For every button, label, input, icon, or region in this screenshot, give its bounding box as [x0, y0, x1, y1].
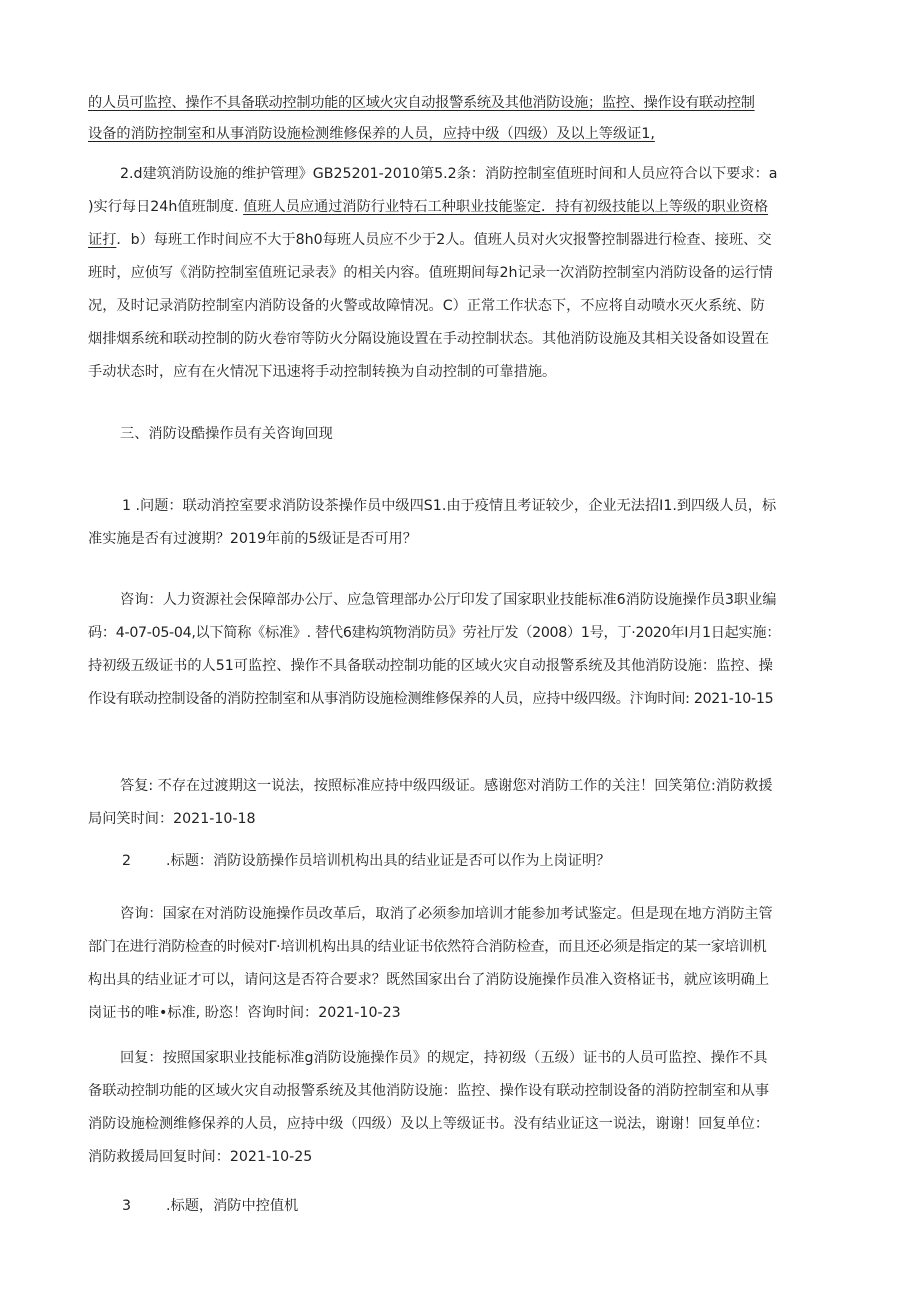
standard-line-1: 2.d建筑消防设施的维护管理》GB25201-2010第5.2条：消防控制室值班时间和人员应符合以下要求：a — [120, 166, 778, 182]
q2-reply-line-3: 消防设施检测维修保养的人员，应持中级（四级）及以上等级证书。没有结业证这一说法，谢谢！回复单位： — [88, 1116, 770, 1132]
continuation-paragraph — [88, 93, 836, 144]
standard-line-3-underlined: 证打 — [88, 232, 117, 248]
q1-reply — [88, 776, 836, 829]
q1-question-line-2: 准实施是否有过渡期？2019年前的5级证是否可用？ — [88, 531, 417, 547]
q1-reply-line-2: 局问笑时间：2021-10-18 — [88, 811, 256, 827]
q3-title — [88, 1196, 836, 1216]
q2-reply-line-2: 备联动控制功能的区域火灾自动报警系统及其他消防设施：监控、操作设有联动控制设备的消防控制室和从事 — [88, 1083, 770, 1099]
q1-question-line-1: 1 .问题：联动消控室要求消防设茶操作员中级四S1.由于疫情且考证较少，企业无法招I1.到四级人员，标 — [122, 498, 777, 514]
q1-consultation — [88, 590, 836, 709]
standard-line-4: 班时，应侦写《消防控制室值班记录表》的相关内容。值班期间每2h记录一次消防控制室内消防设备的运行情 — [88, 265, 773, 281]
q1-consult-line-2: 码：4-07-05-04,以下简称《标准》. 替代6建构筑物消防员》劳社厅发（2008）1号，丁·2020年Ⅰ月1日起实施： — [88, 625, 781, 641]
q2-reply — [88, 1048, 836, 1167]
q1-consult-line-4: 作设有联动控制设备的消防控制室和从事消防设施检测维修保养的人员，应持中级四级。汴询时间: 2021-10-15 — [88, 691, 774, 707]
standard-line-3 — [88, 230, 836, 250]
q3-number: 3 — [122, 1198, 132, 1214]
standard-line-3-text: ．b）每班工作时间应不大于8h0每班人员应不少于2人。值班人员对火灾报警控制器进行检查、接班、交 — [116, 232, 772, 248]
q1-reply-line-1: 答复: 不存在过渡期这一说法，按照标准应持中级四级证。感谢您对消防工作的关注！回笑第位:消防救援 — [120, 778, 773, 794]
q2-title-line — [88, 851, 836, 871]
section-heading-text: 三、消防设酷操作员有关咨询回现 — [120, 426, 333, 442]
q2-title — [88, 851, 836, 871]
section-heading — [88, 424, 836, 444]
q2-reply-line-1: 回复：按照国家职业技能标准g消防设施操作员》的规定，持初级（五级）证书的人员可监控、操作不具 — [120, 1050, 768, 1066]
standard-line-2 — [88, 197, 836, 217]
continuation-line-1: 的人员可监控、操作不具备联动控制功能的区域火灾自动报警系统及其他消防设施；监控、操作设有联动控制 — [88, 95, 755, 111]
q2-consult-line-3: 构出具的结业证才可以，请问这是否符合要求？既然国家出台了消防设施操作员准入资格证书，就应该明确上 — [88, 972, 770, 988]
standard-line-2-underlined: 值班人员应通过消防行业特石工种职业技能鉴定．持有初级技能以上等级的职业资格 — [243, 199, 769, 215]
standard-line-5: 况，及时记录消防控制室内消防设备的火警或故障情况。C）正常工作状态下，不应将自动喷水灭火系统、防 — [88, 298, 765, 314]
q2-reply-line-4: 消防救援局回复时间：2021-10-25 — [88, 1149, 313, 1165]
q1-consult-line-3: 持初级五级证书的人51可监控、操作不具备联动控制功能的区域火灾自动报警系统及其他消防设施：监控、操 — [88, 658, 773, 674]
q2-consultation — [88, 904, 836, 1023]
q3-title-text: .标题，消防中控值机 — [166, 1198, 299, 1214]
q2-number: 2 — [122, 853, 132, 869]
q1-question — [88, 496, 836, 549]
q2-title-text: .标题：消防设筋操作员培训机构出具的结业证是否可以作为上岗证明？ — [166, 853, 611, 869]
q2-consult-line-4: 岗证书的唯•标准, 盼恣！咨询时间：2021-10-23 — [88, 1005, 401, 1021]
q1-consult-line-1: 咨询：人力资源社会保障部办公厅、应急管理部办公厅印发了国家职业技能标准6消防设施操作员3职业编 — [120, 592, 777, 608]
q3-title-line — [88, 1196, 836, 1216]
standard-paragraph — [88, 164, 836, 382]
q2-consult-line-1: 咨询：国家在对消防设施操作员改革后，取消了必须参加培训才能参加考试鉴定。但是现在地方消防主管 — [120, 906, 773, 922]
q2-consult-line-2: 部门在进行消防检查的时候对Γ·培训机构出具的结业证书依然符合消防检查，而且还必须是指定的某一家培训机 — [88, 939, 767, 955]
standard-line-2-text: )实行每日24h值班制度. — [88, 199, 239, 215]
continuation-line-2: 设备的消防控制室和从事消防设施检测维修保养的人员，应持中级（四级）及以上等级证1, — [88, 126, 655, 142]
standard-line-6: 烟排烟系统和联动控制的防火卷帘等防火分隔设施设置在手动控制状态。其他消防设施及其相关设备如设置在 — [88, 331, 770, 347]
standard-line-7: 手动状态时，应有在火情况下迅速将手动控制转换为自动控制的可靠措施。 — [88, 364, 557, 380]
